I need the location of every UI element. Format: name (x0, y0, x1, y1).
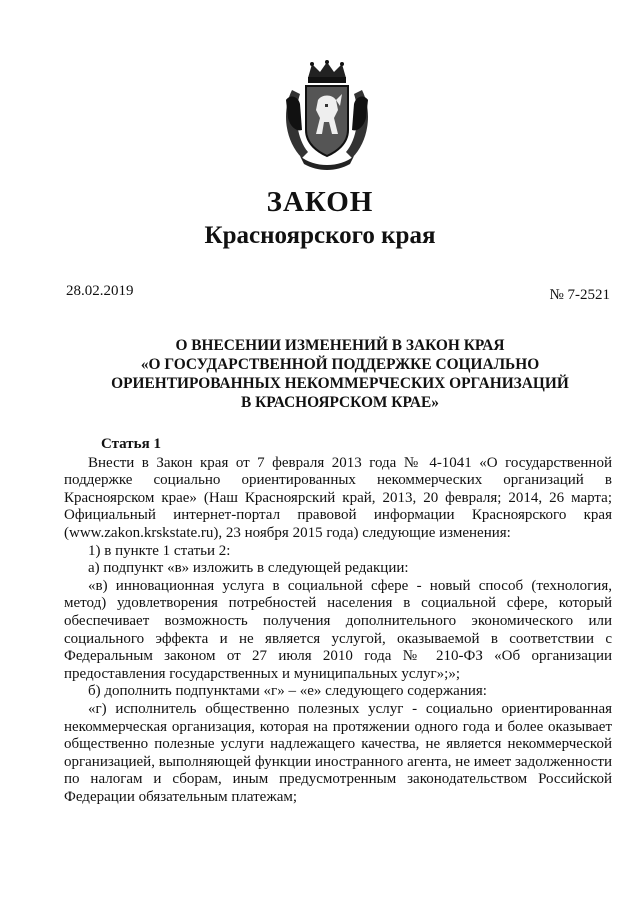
document-number: № 7-2521 (549, 287, 610, 303)
document-date: 28.02.2019 (66, 283, 134, 299)
article-paragraph: 1) в пункте 1 статьи 2: (88, 542, 231, 559)
article-paragraph: а) подпункт «в» изложить в следующей редакции: (88, 560, 409, 577)
document-region: Красноярского края (204, 222, 436, 249)
article-paragraph: «в) инновационная услуга в социальной сфере - новый способ (технология, метод) удовлетворения потребностей населения в социальной сфере, который обеспечивает возможность получения дополнительного экономического или социального эффекта и не является услугой, оказываемой в соответствии с Федеральным законом от 27 июля 2010 года № 210-ФЗ «Об организации предоставления государственных и муниципальных услуг»;»; (64, 577, 612, 682)
law-heading (60, 336, 620, 412)
heading-line: ОРИЕНТИРОВАННЫХ НЕКОММЕРЧЕСКИХ ОРГАНИЗАЦИЙ (111, 375, 569, 392)
article-paragraph: «г) исполнитель общественно полезных услуг - социально ориентированная некоммерческая организация, которая на протяжении одного года и более оказывает общественно полезные услуги надлежащего качества, не является некоммерческой организацией, выполняющей функции иностранного агента, не имеет задолженности по налогам и сборам, иным предусмотренным законодательством Российской Федерации обязательным платежам; (64, 700, 612, 805)
krasnoyarsk-coat-of-arms-emblem (278, 60, 376, 172)
article-paragraph: Внести в Закон края от 7 февраля 2013 года № 4-1041 «О государственной поддержке социально ориентированных некоммерческих организаций в Красноярском крае» (Наш Красноярский край, 2013, 20 февраля; 2014, 26 марта; Официальный интернет-портал правовой информации Красноярского края (www.zakon.krskstate.ru), 23 ноября 2015 года) следующие изменения: (64, 454, 612, 541)
heading-line: О ВНЕСЕНИИ ИЗМЕНЕНИЙ В ЗАКОН КРАЯ (175, 337, 505, 354)
document-title: ЗАКОН (266, 186, 374, 218)
article-label: Статья 1 (101, 436, 161, 452)
article-body (64, 436, 612, 806)
article-paragraph: б) дополнить подпунктами «г» – «е» следующего содержания: (88, 683, 487, 700)
heading-line: В КРАСНОЯРСКОМ КРАЕ» (241, 394, 439, 411)
heading-line: «О ГОСУДАРСТВЕННОЙ ПОДДЕРЖКЕ СОЦИАЛЬНО (140, 356, 540, 373)
